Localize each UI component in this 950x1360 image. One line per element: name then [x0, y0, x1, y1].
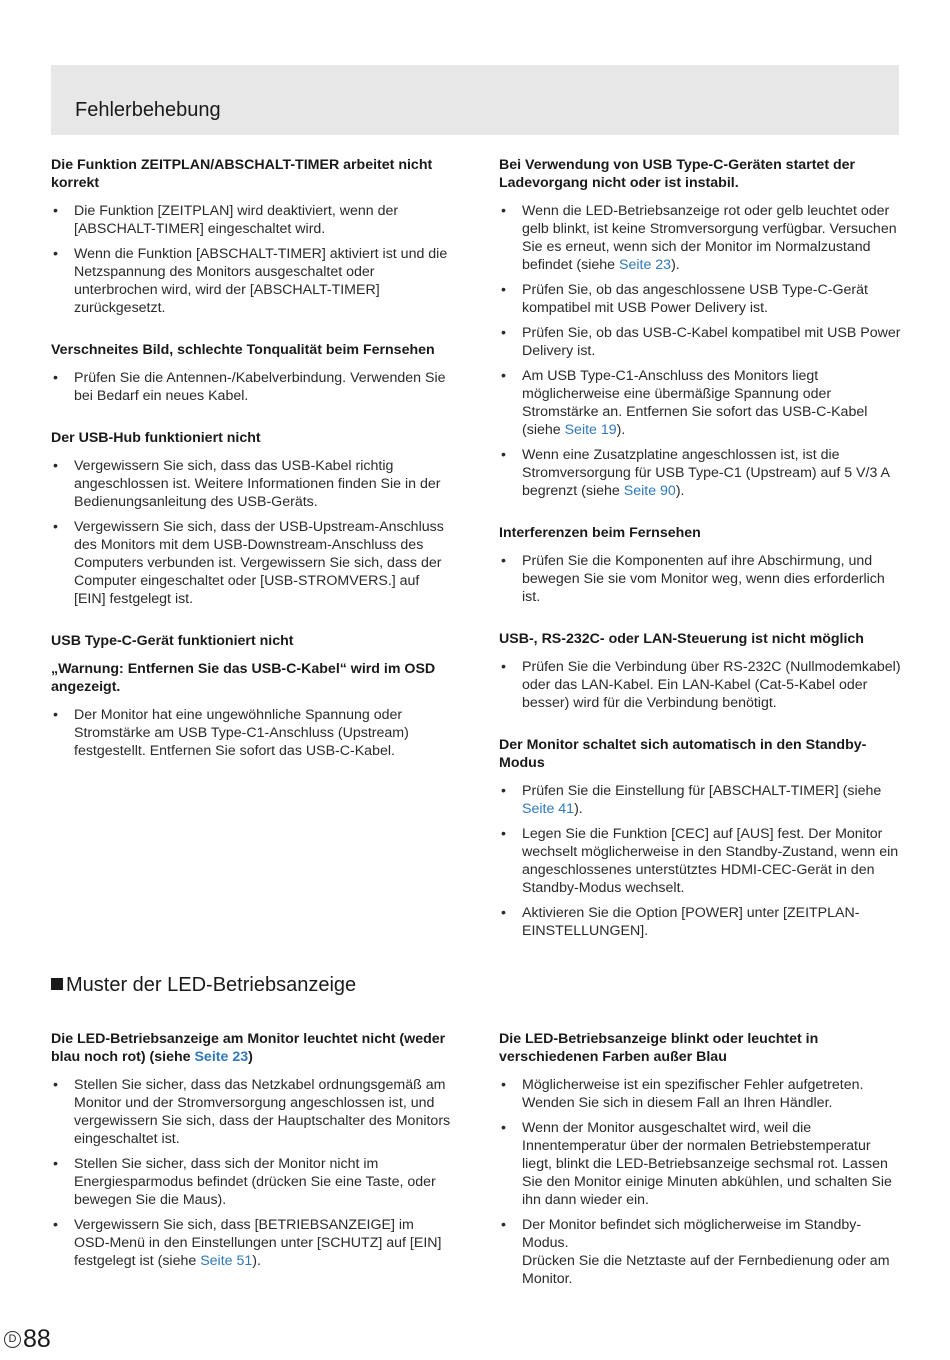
page-title: Fehlerbehebung [75, 99, 221, 121]
left-column-led [51, 1030, 451, 1294]
page-reference-link[interactable]: Seite 23 [194, 1049, 249, 1065]
list-item: • Prüfen Sie die Komponenten auf ihre Abschirmung, und bewegen Sie sie vom Monitor weg, wenn dies erforderlich ist. [499, 552, 901, 606]
bullet-list [499, 202, 901, 500]
section-heading: USB Type-C-Gerät funktioniert nicht [51, 633, 294, 649]
list-item: • Prüfen Sie, ob das USB-C-Kabel kompatibel mit USB Power Delivery ist. [499, 324, 901, 360]
page-footer [4, 1324, 51, 1354]
section-heading: Die Funktion ZEITPLAN/ABSCHALT-TIMER arbeitet nicht korrekt [51, 157, 433, 191]
troubleshooting-section [51, 1030, 451, 1270]
page-reference-link[interactable]: Seite 23 [619, 257, 672, 273]
section-heading: Die LED-Betriebsanzeige blinkt oder leuchtet in verschiedenen Farben außer Blau [499, 1031, 819, 1065]
section-heading: Bei Verwendung von USB Type-C-Geräten startet der Ladevorgang nicht oder ist instabil. [499, 157, 856, 191]
right-column [499, 156, 901, 964]
list-item: • Vergewissern Sie sich, dass das USB-Kabel richtig angeschlossen ist. Weitere Informationen finden Sie in der Bedienungsanleitung des USB-Geräts. [51, 457, 451, 511]
bullet-list [51, 202, 451, 317]
section-heading: Die LED-Betriebsanzeige am Monitor leuchtet nicht (weder blau noch rot) (siehe Seite 23) [51, 1031, 446, 1065]
bullet-list [499, 552, 901, 606]
section-heading: Der USB-Hub funktioniert nicht [51, 430, 261, 446]
right-column-led [499, 1030, 901, 1312]
troubleshooting-section [499, 524, 901, 606]
list-item: • Stellen Sie sicher, dass das Netzkabel ordnungsgemäß am Monitor und der Stromversorgung angeschlossen ist, und vergewissern Sie sich, dass der Hauptschalter des Monitors eingeschaltet ist. [51, 1076, 451, 1148]
troubleshooting-section [51, 341, 451, 405]
section-title-led: Muster der LED-Betriebsanzeige [51, 974, 356, 997]
list-item: • Wenn die LED-Betriebsanzeige rot oder gelb leuchtet oder gelb blinkt, ist keine Stromversorgung verfügbar. Versuchen Sie es erneut, wenn sich der Monitor im Normalzustand befindet (siehe Seite 23). [499, 202, 901, 274]
bullet-list [499, 1076, 901, 1288]
troubleshooting-section [51, 632, 451, 760]
troubleshooting-section [499, 156, 901, 500]
list-item: • Der Monitor befindet sich möglicherweise im Standby-Modus. Drücken Sie die Netztaste auf der Fernbedienung oder am Monitor. [499, 1216, 901, 1288]
troubleshooting-section [51, 156, 451, 317]
bullet-list [51, 706, 451, 760]
list-item: • Prüfen Sie die Verbindung über RS-232C (Nullmodemkabel) oder das LAN-Kabel. Ein LAN-Kabel (Cat-5-Kabel oder besser) wird für die Verbindung benötigt. [499, 658, 901, 712]
list-item: • Wenn die Funktion [ABSCHALT-TIMER] aktiviert ist und die Netzspannung des Monitors ausgeschaltet oder unterbrochen wird, wird der [ABSCHALT-TIMER] zurückgesetzt. [51, 245, 451, 317]
list-item: • Vergewissern Sie sich, dass [BETRIEBSANZEIGE] im OSD-Menü in den Einstellungen unter [SCHUTZ] auf [EIN] festgelegt ist (siehe Seite 51). [51, 1216, 451, 1270]
list-item: • Stellen Sie sicher, dass sich der Monitor nicht im Energiesparmodus befindet (drücken Sie eine Taste, oder bewegen Sie die Maus). [51, 1155, 451, 1209]
section-heading: Verschneites Bild, schlechte Tonqualität beim Fernsehen [51, 342, 435, 358]
list-item: • Legen Sie die Funktion [CEC] auf [AUS] fest. Der Monitor wechselt möglicherweise in den Standby-Zustand, wenn ein angeschlossenes unterstütztes HDMI-CEC-Gerät in den Standby-Modus wechselt. [499, 825, 901, 897]
section-heading: USB-, RS-232C- oder LAN-Steuerung ist nicht möglich [499, 631, 864, 647]
bullet-list [499, 658, 901, 712]
page-reference-link[interactable]: Seite 19 [564, 422, 617, 438]
page-reference-link[interactable]: Seite 90 [623, 483, 676, 499]
bullet-list [499, 782, 901, 940]
list-item: • Prüfen Sie die Einstellung für [ABSCHALT-TIMER] (siehe Seite 41). [499, 782, 901, 818]
bullet-list [51, 457, 451, 608]
troubleshooting-section [499, 1030, 901, 1288]
section-subheading: „Warnung: Entfernen Sie das USB-C-Kabel“ wird im OSD angezeigt. [51, 661, 436, 695]
list-item: • Prüfen Sie die Antennen-/Kabelverbindung. Verwenden Sie bei Bedarf ein neues Kabel. [51, 369, 451, 405]
page-reference-link[interactable]: Seite 51 [200, 1253, 253, 1269]
list-item: • Wenn der Monitor ausgeschaltet wird, weil die Innentemperatur über der normalen Betriebstemperatur liegt, blinkt die LED-Betriebsanzeige sechsmal rot. Lassen Sie den Monitor einige Minuten abkühlen, und schalten Sie ihn dann wieder ein. [499, 1119, 901, 1209]
page-number: 88 [23, 1324, 51, 1353]
list-item: • Vergewissern Sie sich, dass der USB-Upstream-Anschluss des Monitors mit dem USB-Downstream-Anschluss des Computers verbunden ist. Vergewissern Sie sich, dass der Computer eingeschaltet oder [USB-STROMVERS.] auf [EIN] festgelegt ist. [51, 518, 451, 608]
section-heading: Interferenzen beim Fernsehen [499, 525, 701, 541]
bullet-list [51, 369, 451, 405]
section-heading: Der Monitor schaltet sich automatisch in den Standby-Modus [499, 737, 867, 771]
left-column [51, 156, 451, 784]
troubleshooting-section [51, 429, 451, 608]
list-item: • Wenn eine Zusatzplatine angeschlossen ist, ist die Stromversorgung für USB Type-C1 (Upstream) auf 5 V/3 A begrenzt (siehe Seite 90). [499, 446, 901, 500]
list-item: • Die Funktion [ZEITPLAN] wird deaktiviert, wenn der [ABSCHALT-TIMER] eingeschaltet wird. [51, 202, 451, 238]
bullet-list [51, 1076, 451, 1270]
header-band [51, 65, 899, 135]
list-item: • Der Monitor hat eine ungewöhnliche Spannung oder Stromstärke am USB Type-C1-Anschluss (Upstream) festgestellt. Entfernen Sie sofort das USB-C-Kabel. [51, 706, 451, 760]
list-item: • Aktivieren Sie die Option [POWER] unter [ZEITPLAN-EINSTELLUNGEN]. [499, 904, 901, 940]
list-item: • Möglicherweise ist ein spezifischer Fehler aufgetreten. Wenden Sie sich in diesem Fall an Ihren Händler. [499, 1076, 901, 1112]
troubleshooting-section [499, 630, 901, 712]
language-badge: D [4, 1331, 21, 1348]
page-reference-link[interactable]: Seite 41 [522, 801, 575, 817]
list-item: • Prüfen Sie, ob das angeschlossene USB Type-C-Gerät kompatibel mit USB Power Delivery ist. [499, 281, 901, 317]
list-item: • Am USB Type-C1-Anschluss des Monitors liegt möglicherweise eine übermäßige Spannung oder Stromstärke an. Entfernen Sie sofort das USB-C-Kabel (siehe Seite 19). [499, 367, 901, 439]
square-bullet-icon [51, 978, 63, 990]
troubleshooting-section [499, 736, 901, 940]
